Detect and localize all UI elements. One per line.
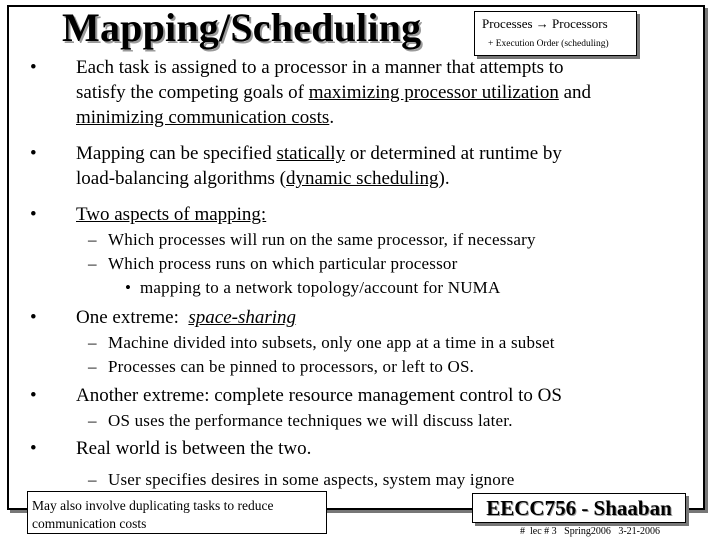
bullet-icon: • <box>30 204 37 225</box>
dash-icon: – <box>88 333 97 352</box>
bullet3-text: Two aspects of mapping: <box>76 204 267 225</box>
lecture-info: # lec # 3 Spring2006 3-21-2006 <box>520 526 660 537</box>
dash-icon: – <box>88 357 97 376</box>
bullet4-sub2: Processes can be pinned to processors, or left to OS. <box>108 357 475 376</box>
footnote-line2: communication costs <box>32 516 147 531</box>
course-label: EECC756 - Shaaban <box>472 493 686 523</box>
dash-icon: – <box>88 230 97 249</box>
bullet3-sub1: Which processes will run on the same processor, if necessary <box>108 230 536 249</box>
bullet3-subsub1: mapping to a network topology/account for NUMA <box>140 278 501 297</box>
bullet4-text: One extreme: space-sharing <box>76 307 297 328</box>
bullet-icon: • <box>30 385 37 406</box>
dash-icon: – <box>88 254 97 273</box>
slide-title: Mapping/Scheduling <box>62 5 422 50</box>
bullet-icon: • <box>30 438 37 459</box>
bullet-icon: • <box>30 57 37 78</box>
bullet4-sub1: Machine divided into subsets, only one app at a time in a subset <box>108 333 555 352</box>
processes-processors-box <box>474 11 637 56</box>
bullet-icon: • <box>125 278 132 297</box>
bullet5-sub1: OS uses the performance techniques we will discuss later. <box>108 411 513 430</box>
dash-icon: – <box>88 470 97 489</box>
bullet1-line3: minimizing communication costs. <box>76 107 335 128</box>
footnote-line1: May also involve duplicating tasks to reduce <box>32 498 274 513</box>
proc-box-line1: Processes → Processors <box>482 16 608 31</box>
proc-box-line2: + Execution Order (scheduling) <box>488 39 609 49</box>
bullet1-line2: satisfy the competing goals of maximizing processor utilization and <box>76 82 592 103</box>
dash-icon: – <box>88 411 97 430</box>
bullet2-line1: Mapping can be specified statically or determined at runtime by <box>76 143 562 164</box>
bullet1-line1: Each task is assigned to a processor in a manner that attempts to <box>76 57 564 78</box>
bullet-icon: • <box>30 307 37 328</box>
footnote-box <box>27 491 327 534</box>
right-arrow-icon: → <box>535 16 549 31</box>
bullet6-text: Real world is between the two. <box>76 438 312 459</box>
bullet5-text: Another extreme: complete resource management control to OS <box>76 385 562 406</box>
bullet2-line2: load-balancing algorithms (dynamic scheduling). <box>76 168 450 189</box>
bullet3-sub2: Which process runs on which particular processor <box>108 254 458 273</box>
bullet-icon: • <box>30 143 37 164</box>
bullet6-sub1: User specifies desires in some aspects, system may ignore <box>108 470 515 489</box>
